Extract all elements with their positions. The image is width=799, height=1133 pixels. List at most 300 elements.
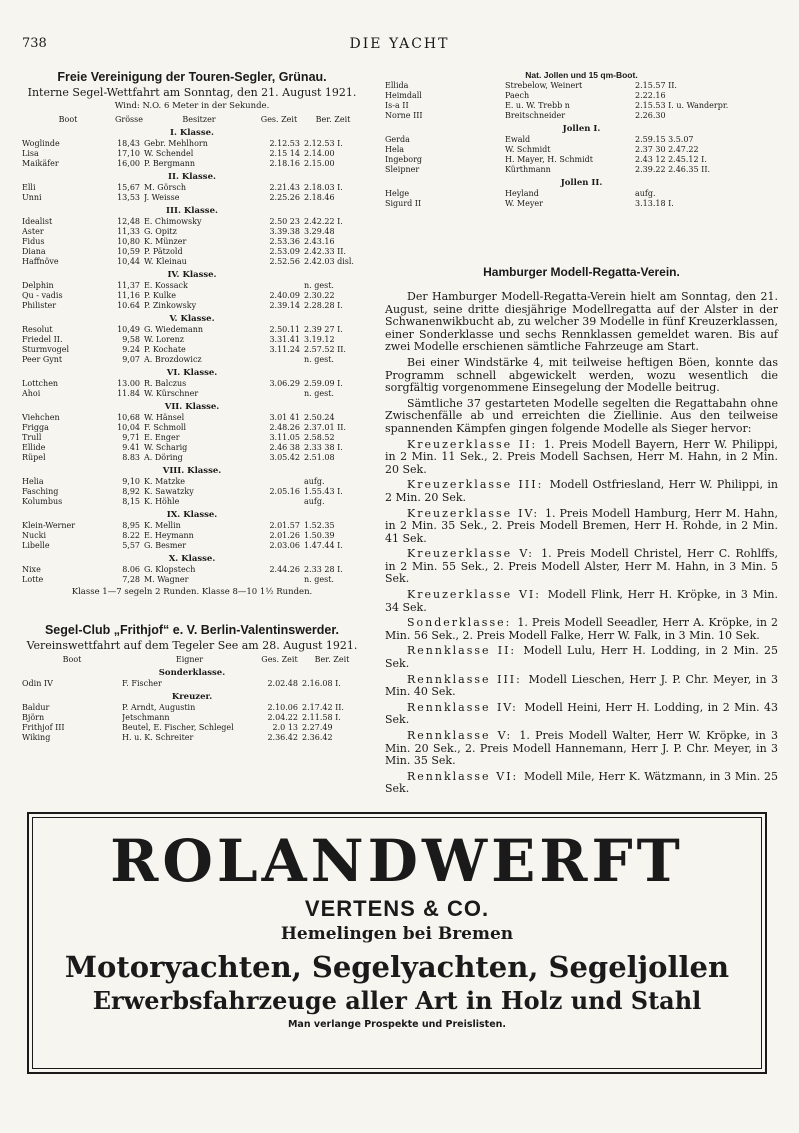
total-time <box>254 281 304 291</box>
table-row <box>22 433 362 443</box>
total-time: 3.11.05 <box>269 433 300 442</box>
boat-name: Klein-Werner <box>22 521 76 530</box>
winner-text: Modell Mile, Herr K. Wätzmann, in 3 Min. 25 Sek. <box>385 769 778 796</box>
corrected-time: 2.33 28 I. <box>304 565 343 574</box>
owner-name: K. Mellin <box>144 521 181 530</box>
class-heading: IV. Klasse. <box>167 270 217 280</box>
article-paragraph: Der Hamburger Modell-Regatta-Verein hielt am Sonntag, den 21. August, seine dritte diesjährige Modellregatta auf der Alster in der Schwanenwikbucht ab, zu welcher 39 Modelle in fünf Kreuzerklassen, einer Sonderklasse und sechs Rennklassen gemeldet waren. Bis auf zwei Modelle erschienen sämtliche Fahrzeuge am Start. <box>385 290 778 354</box>
boat-name: Fasching <box>22 487 59 496</box>
corrected-time: 2.12.53 I. <box>304 139 343 148</box>
class-heading-row <box>22 665 362 679</box>
boat-size: 12,48 <box>117 217 140 226</box>
table-row <box>385 199 778 209</box>
ad-firm: VERTENS & CO. <box>304 896 490 921</box>
total-time <box>254 575 304 585</box>
boat-size: 10,04 <box>117 423 140 432</box>
table-row <box>22 281 362 291</box>
class-heading-row <box>22 125 362 139</box>
class-heading-row <box>22 311 362 325</box>
corrected-time: 2.18.03 I. <box>304 183 343 192</box>
table-row <box>22 703 362 713</box>
total-time: 2.15 14 <box>269 149 300 158</box>
class-heading-row <box>22 507 362 521</box>
class-heading: IX. Klasse. <box>166 510 218 520</box>
owner-name: G. Besmer <box>144 541 187 550</box>
total-time: 2.12.53 <box>269 139 300 148</box>
boat-size: 5,57 <box>122 541 140 550</box>
boat-name: Woglinde <box>22 139 60 148</box>
owner-name: J. Weisse <box>144 193 180 202</box>
class-heading: X. Klasse. <box>168 554 216 564</box>
class-heading: VIII. Klasse. <box>162 466 222 476</box>
winner-text: 1. Preis Modell Hamburg, Herr M. Hahn, in 2 Min. 35 Sek., 2. Preis Modell Bremen, Herr H. Rohde, in 2 Min. 41 Sek. <box>385 506 778 545</box>
winner-text: Modell Flink, Herr H. Kröpke, in 3 Min. 34 Sek. <box>385 588 778 614</box>
table-row <box>22 389 362 399</box>
boat-size: 10,80 <box>117 237 140 246</box>
owner-name: M. Görsch <box>144 183 187 192</box>
table-row <box>22 453 362 463</box>
journal-title: DIE YACHT <box>349 36 450 52</box>
boat-name: Unni <box>22 193 42 202</box>
corrected-time: 2.16.08 I. <box>302 679 341 688</box>
boat-size: 9.24 <box>122 345 140 354</box>
owner-name: E. Kossack <box>144 281 188 290</box>
boat-size: 10,44 <box>117 257 140 266</box>
total-time: 2.52.56 <box>269 257 300 266</box>
owner-name: W. Lorenz <box>144 335 184 344</box>
table-row <box>22 575 362 585</box>
owner-name: P. Arndt, Augustin <box>122 703 196 712</box>
owner-name: Paech <box>505 91 530 100</box>
boat-size: 18,43 <box>117 139 140 148</box>
winner-entry <box>385 508 778 546</box>
total-time: 2.46 38 <box>269 443 300 452</box>
table-row <box>385 135 778 145</box>
boat-size: 16,00 <box>117 159 140 168</box>
owner-name: Gebr. Mehlhorn <box>144 139 208 148</box>
owner-name: Jetschmann <box>122 713 170 722</box>
boat-name: Helia <box>22 477 44 486</box>
owner-name: G. Opitz <box>144 227 177 236</box>
winner-entry <box>385 589 778 614</box>
boat-size: 8,95 <box>122 521 140 530</box>
owner-name: G. Wiedemann <box>144 325 204 334</box>
ad-place: Hemelingen bei Bremen <box>280 924 514 944</box>
col-header: Ber. Zeit <box>315 115 351 124</box>
corrected-time: 2.42.22 I. <box>304 217 343 226</box>
class-heading-row <box>22 463 362 477</box>
table-row <box>22 139 362 149</box>
boat-name: Haffnöve <box>22 257 59 266</box>
boat-size: 13.00 <box>117 379 140 388</box>
total-time: 2.53.36 <box>269 237 300 246</box>
owner-name: E. Heymann <box>144 531 194 540</box>
table-row <box>22 423 362 433</box>
owner-name: K. Münzer <box>144 237 187 246</box>
boat-name: Delphin <box>22 281 54 290</box>
owner-name: Kürthmann <box>505 165 551 174</box>
winner-entry <box>385 548 778 586</box>
corrected-time: 1.47.44 I. <box>304 541 343 550</box>
class-label: Kreuzerklasse II: <box>407 437 544 451</box>
class-label: Sonderklasse: <box>407 616 518 630</box>
boat-size: 11.84 <box>117 389 140 398</box>
class-label: Kreuzerklasse VI: <box>407 588 548 602</box>
ad-products-line: Motoryachten, Segelyachten, Segeljollen <box>64 950 730 984</box>
rolandwerft-advertisement <box>27 812 767 1074</box>
boat-name: Wiking <box>22 733 51 742</box>
corrected-time: 2.27.49 <box>302 723 333 732</box>
class-heading-row <box>385 175 778 189</box>
winner-text: 1. Preis Modell Christel, Herr C. Rohlffs, in 2 Min. 55 Sek., 2. Preis Modell Alster, Herr M. Hahn, in 3 Min. 5 Sek. <box>385 547 778 586</box>
winner-entry <box>385 479 778 504</box>
table-row <box>22 379 362 389</box>
owner-name: E. Enger <box>144 433 180 442</box>
owner-name: G. Klopstech <box>144 565 196 574</box>
total-time: 3.11.24 <box>269 345 300 354</box>
article-paragraph: Sämtliche 37 gestarteten Modelle segelten die Regattabahn ohne Zwischenfälle ab und erreichten die Ziellinie. Aus den teilweise spannenden Kämpfen gingen folgende Modelle als Sieger hervor: <box>385 396 778 435</box>
owner-name: H. u. K. Schreiter <box>122 733 194 742</box>
boat-name: Idealist <box>22 217 53 226</box>
winner-text: Modell Lieschen, Herr J. P. Chr. Meyer, in 3 Min. 40 Sek. <box>385 672 778 699</box>
corrected-time: n. gest. <box>304 281 334 290</box>
owner-name: Breitschneider <box>505 111 566 120</box>
class-heading: I. Klasse. <box>170 128 214 138</box>
boat-size: 7,28 <box>122 575 140 584</box>
owner-name: H. Mayer, H. Schmidt <box>505 155 593 164</box>
boat-size: 9,71 <box>122 433 140 442</box>
total-time: 2.44.26 <box>269 565 300 574</box>
owner-name: P. Zinkowsky <box>144 301 197 310</box>
boat-name: Baldur <box>22 703 50 712</box>
boat-name: Peer Gynt <box>22 355 63 364</box>
boat-size: 11,33 <box>117 227 140 236</box>
corrected-time: 2.18.46 <box>304 193 335 202</box>
boat-size: 10.64 <box>117 301 140 310</box>
class-label: Rennklasse V: <box>407 729 520 742</box>
winner-text: Modell Lulu, Herr H. Lodding, in 2 Min. 25 Sek. <box>385 644 778 671</box>
total-time <box>254 389 304 399</box>
boat-name: Friedel II. <box>22 335 63 344</box>
table-row <box>22 487 362 497</box>
owner-name: Ewald <box>505 135 531 144</box>
result-time: 2.59.15 3.5.07 <box>635 135 694 144</box>
corrected-time: 2.15.00 <box>304 159 335 168</box>
table-row <box>385 91 778 101</box>
total-time: 2.03.06 <box>269 541 300 550</box>
table-row <box>22 183 362 193</box>
owner-name: K. Höhle <box>144 497 180 506</box>
table-row <box>22 497 362 507</box>
total-time: 2.01.26 <box>269 531 300 540</box>
class-heading-row <box>385 121 778 135</box>
owner-name: Beutel, E. Fischer, Schlegel <box>122 723 234 732</box>
owner-name: A. Döring <box>144 453 183 462</box>
total-time: 2.39.14 <box>269 301 300 310</box>
col-header: Ges. Zeit <box>261 655 298 664</box>
total-time: 2.53.09 <box>269 247 300 256</box>
frithjof-subtitle: Vereinswettfahrt auf dem Tegeler See am 28. August 1921. <box>26 639 358 652</box>
table-row <box>22 355 362 365</box>
table-row <box>22 149 362 159</box>
class-heading-row <box>22 169 362 183</box>
class-label: Rennklasse III: <box>407 672 529 686</box>
boat-name: Ahoi <box>22 389 41 398</box>
col-header: Besitzer <box>182 115 216 124</box>
touren-wind: Wind: N.O. 6 Meter in der Sekunde. <box>114 101 270 111</box>
corrected-time: 2.36.42 <box>302 733 333 742</box>
col-header: Boot <box>58 115 78 124</box>
boat-name: Helge <box>385 189 410 198</box>
total-time: 2.04.22 <box>267 713 298 722</box>
corrected-time: 2.17.42 II. <box>302 703 344 712</box>
col-header: Ber. Zeit <box>314 655 350 664</box>
corrected-time: 3.29.48 <box>304 227 335 236</box>
owner-name: F. Schmoll <box>144 423 187 432</box>
owner-name: R. Balczus <box>144 379 187 388</box>
boat-name: Gerda <box>385 135 410 144</box>
frithjof-title: Segel-Club „Frithjof“ e. V. Berlin-Valentinswerder. <box>44 623 340 637</box>
boat-name: Elli <box>22 183 36 192</box>
result-time: 2.37 30 2.47.22 <box>635 145 699 154</box>
boat-name: Ellida <box>385 81 409 90</box>
corrected-time: 2.57.52 II. <box>304 345 346 354</box>
total-time: 3.05.42 <box>269 453 300 462</box>
boat-name: Sigurd II <box>385 199 422 208</box>
table-row <box>22 713 362 723</box>
boat-name: Norne III <box>385 111 423 120</box>
class-heading: Jollen I. <box>562 124 601 134</box>
table-row <box>22 301 362 311</box>
owner-name: E. Chimowsky <box>144 217 202 226</box>
total-time <box>254 497 304 507</box>
frithjof-header-row <box>22 655 362 665</box>
boat-size: 10,49 <box>117 325 140 334</box>
boat-name: Philister <box>22 301 57 310</box>
result-time: 2.39.22 2.46.35 II. <box>635 165 711 174</box>
owner-name: P. Pätzold <box>144 247 183 256</box>
corrected-time: 1.50.39 <box>304 531 335 540</box>
left-column <box>22 70 362 743</box>
owner-name: W. Hänsel <box>144 413 185 422</box>
boat-name: Heimdall <box>385 91 422 100</box>
total-time: 2.02.48 <box>267 679 298 688</box>
table-row <box>22 733 362 743</box>
hamburg-title: Hamburger Modell-Regatta-Verein. <box>483 265 680 279</box>
table-row <box>385 165 778 175</box>
winner-text: 1. Preis Modell Walter, Herr W. Kröpke, in 3 Min. 20 Sek., 2. Preis Modell Hannemann, Herr J. P. Chr. Meyer, in 3 Min. 35 Sek. <box>385 729 778 768</box>
touren-header-row <box>22 115 362 125</box>
boat-size: 15,67 <box>117 183 140 192</box>
table-row <box>385 101 778 111</box>
boat-size: 8.83 <box>122 453 140 462</box>
page-number: 738 <box>22 36 47 51</box>
ad-brand: ROLANDWERFT <box>110 827 684 895</box>
winner-entry <box>385 617 778 642</box>
winner-entry <box>385 645 778 670</box>
table-row <box>22 159 362 169</box>
col-header: Grösse <box>115 115 143 124</box>
boat-name: Sturmvogel <box>22 345 70 354</box>
corrected-time: 2.37.01 II. <box>304 423 346 432</box>
winner-entry <box>385 439 778 477</box>
corrected-time: 1.52.35 <box>304 521 335 530</box>
owner-name: W. Meyer <box>505 199 543 208</box>
owner-name: P. Kochate <box>144 345 186 354</box>
table-row <box>22 443 362 453</box>
owner-name: K. Sawatzky <box>144 487 194 496</box>
class-heading: VII. Klasse. <box>164 402 220 412</box>
boat-size: 9,07 <box>122 355 140 364</box>
winner-entry <box>385 771 778 796</box>
boat-name: Nucki <box>22 531 47 540</box>
corrected-time: 2.39 27 I. <box>304 325 343 334</box>
owner-name: W. Scharig <box>144 443 188 452</box>
boat-name: Libelle <box>22 541 50 550</box>
class-label: Rennklasse VI: <box>407 769 525 783</box>
boat-name: Frithjof III <box>22 723 65 732</box>
corrected-time: n. gest. <box>304 389 334 398</box>
total-time: 2.18.16 <box>269 159 300 168</box>
boat-name: Lottchen <box>22 379 59 388</box>
result-time: 2.43 12 2.45.12 I. <box>635 155 707 164</box>
boat-name: Ellide <box>22 443 46 452</box>
boat-name: Nixe <box>22 565 41 574</box>
boat-size: 9.41 <box>122 443 140 452</box>
class-heading-row <box>22 551 362 565</box>
class-label: Rennklasse IV: <box>407 700 525 714</box>
boat-name: Resolut <box>22 325 53 334</box>
boat-name: Maikäfer <box>22 159 59 168</box>
owner-name: F. Fischer <box>122 679 162 688</box>
owner-name: M. Wagner <box>144 575 189 584</box>
corrected-time: n. gest. <box>304 575 334 584</box>
class-heading: VI. Klasse. <box>166 368 218 378</box>
boat-size: 17,10 <box>117 149 140 158</box>
class-heading: Jollen II. <box>560 178 603 188</box>
table-row <box>22 565 362 575</box>
ad-products-line: Erwerbsfahrzeuge aller Art in Holz und Stahl <box>92 986 702 1015</box>
total-time: 2.01.57 <box>269 521 300 530</box>
class-heading: Sonderklasse. <box>158 668 226 678</box>
corrected-time: aufg. <box>304 477 325 486</box>
corrected-time: 2.14.00 <box>304 149 335 158</box>
ad-note: Man verlange Prospekte und Preislisten. <box>287 1019 507 1030</box>
corrected-time: 3.19.12 <box>304 335 335 344</box>
owner-name: W. Schendel <box>144 149 194 158</box>
table-row <box>22 345 362 355</box>
class-heading: III. Klasse. <box>166 206 218 216</box>
corrected-time: 2.50.24 <box>304 413 335 422</box>
corrected-time: 2.33 38 I. <box>304 443 343 452</box>
table-row <box>22 413 362 423</box>
table-row <box>385 155 778 165</box>
class-heading: II. Klasse. <box>168 172 216 182</box>
boat-name: Fidus <box>22 237 45 246</box>
corrected-time: 2.43.16 <box>304 237 335 246</box>
total-time: 3.06.29 <box>269 379 300 388</box>
corrected-time: 2.51.08 <box>304 453 335 462</box>
boat-name: Frigga <box>22 423 49 432</box>
boat-name: Qu - vadis <box>22 291 63 300</box>
owner-name: W. Schmidt <box>505 145 551 154</box>
total-time: 2.50.11 <box>269 325 300 334</box>
corrected-time: 2.42.33 II. <box>304 247 346 256</box>
table-row <box>22 723 362 733</box>
right-column <box>385 70 778 796</box>
owner-name: E. u. W. Trebb n <box>505 101 570 110</box>
class-heading-row <box>22 267 362 281</box>
hamburg-article <box>385 291 778 796</box>
owner-name: W. Kleinau <box>144 257 187 266</box>
boat-name: Aster <box>22 227 44 236</box>
total-time: 2.21.43 <box>269 183 300 192</box>
col-header: Eigner <box>175 655 204 664</box>
table-row <box>22 217 362 227</box>
boat-name: Is-a II <box>385 101 409 110</box>
result-time: aufg. <box>635 189 656 198</box>
table-row <box>22 291 362 301</box>
class-heading-row <box>22 203 362 217</box>
touren-results-table <box>22 115 362 585</box>
total-time: 3.01 41 <box>269 413 300 422</box>
boat-name: Rüpel <box>22 453 46 462</box>
corrected-time: 2.11.58 I. <box>302 713 341 722</box>
boat-name: Sleipner <box>385 165 420 174</box>
table-row <box>22 237 362 247</box>
class-heading-row <box>22 399 362 413</box>
total-time: 2.40.09 <box>269 291 300 300</box>
boat-name: Kolumbus <box>22 497 63 506</box>
corrected-time: 2.30.22 <box>304 291 335 300</box>
table-row <box>385 81 778 91</box>
total-time: 2.50 23 <box>269 217 300 226</box>
corrected-time: 2.28.28 I. <box>304 301 343 310</box>
table-row <box>385 189 778 199</box>
owner-name: Heyland <box>505 189 539 198</box>
nat-jollen-title: Nat. Jollen und 15 qm-Boot. <box>525 70 638 80</box>
table-row <box>385 111 778 121</box>
result-time: 2.22.16 <box>635 91 666 100</box>
boat-size: 8.06 <box>122 565 140 574</box>
boat-name: Diana <box>22 247 46 256</box>
boat-name: Hela <box>385 145 405 154</box>
winner-text: Modell Ostfriesland, Herr W. Philippi, in 2 Min. 20 Sek. <box>385 478 778 504</box>
class-label: Rennklasse II: <box>407 644 524 658</box>
corrected-time: n. gest. <box>304 355 334 364</box>
total-time: 3.31.41 <box>269 335 300 344</box>
boat-name: Viehchen <box>22 413 60 422</box>
class-label: Kreuzerklasse IV: <box>407 506 546 520</box>
total-time: 2.25.26 <box>269 193 300 202</box>
winner-text: Modell Heini, Herr H. Lodding, in 2 Min. 43 Sek. <box>385 700 778 727</box>
winner-entry <box>385 730 778 768</box>
owner-name: K. Matzke <box>144 477 186 486</box>
class-heading-row <box>22 689 362 703</box>
class-heading: V. Klasse. <box>169 314 215 324</box>
corrected-time: 2.59.09 I. <box>304 379 343 388</box>
owner-name: P. Kulke <box>144 291 176 300</box>
table-row <box>22 193 362 203</box>
total-time: 2.10.06 <box>267 703 298 712</box>
owner-name: A. Brozdowicz <box>144 355 202 364</box>
boat-name: Trull <box>22 433 42 442</box>
boat-name: Lotte <box>22 575 44 584</box>
touren-title: Freie Vereinigung der Touren-Segler, Grünau. <box>57 70 327 84</box>
table-row <box>22 335 362 345</box>
touren-subtitle: Interne Segel-Wettfahrt am Sonntag, den 21. August 1921. <box>27 86 357 99</box>
frithjof-results-table <box>22 655 362 743</box>
